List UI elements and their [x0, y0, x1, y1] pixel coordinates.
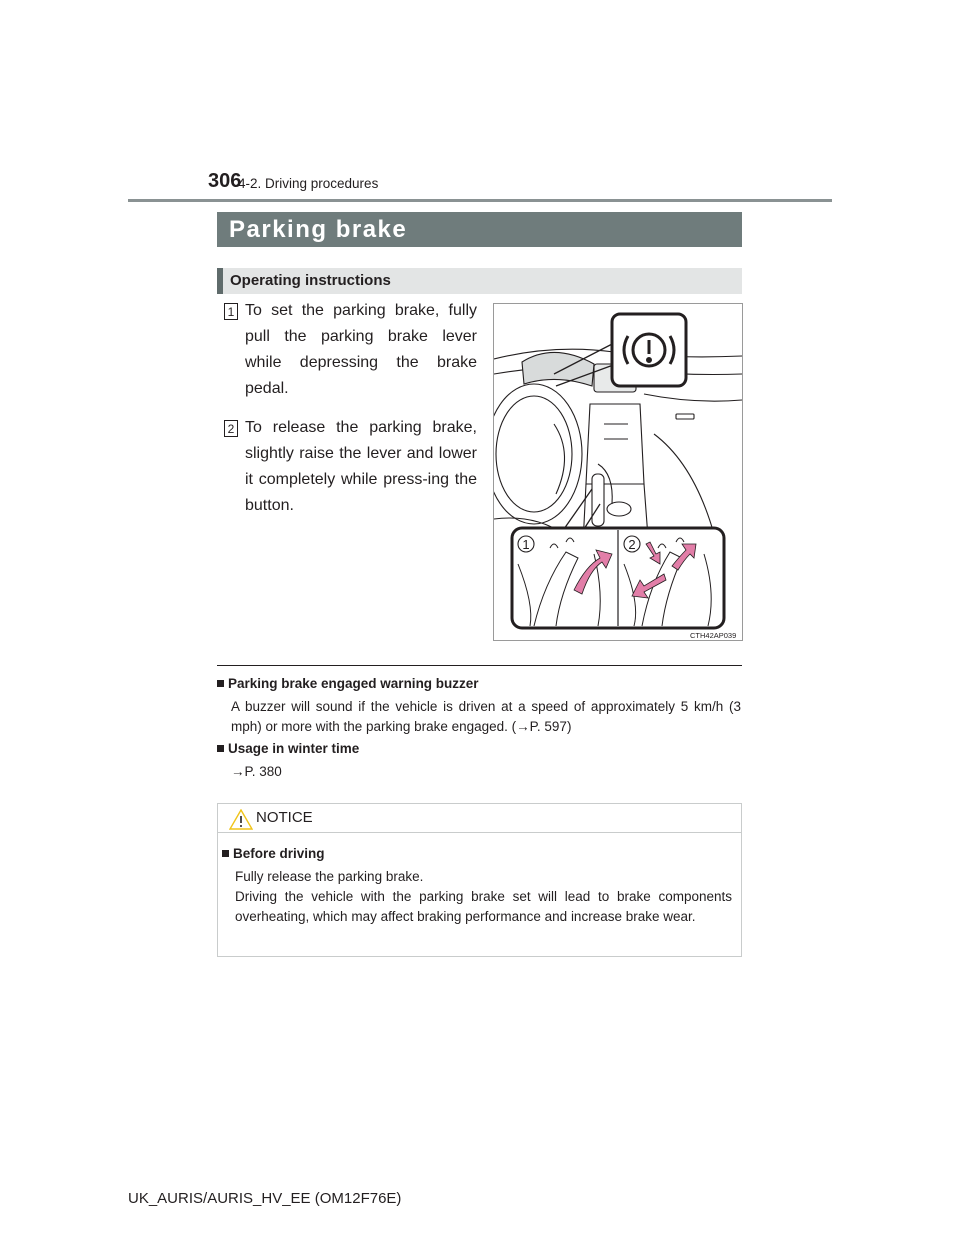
- notice-heading-text: Before driving: [233, 846, 325, 861]
- page-title: Parking brake: [229, 216, 408, 243]
- note-body-winter: →P. 380: [231, 764, 282, 779]
- notice-label: NOTICE: [256, 809, 313, 826]
- subsection-title: Operating instructions: [230, 272, 391, 289]
- subsection-bar: [217, 268, 742, 294]
- title-bar: [217, 212, 742, 247]
- notes-divider: [217, 665, 742, 666]
- figure-callout-2: 2: [628, 537, 636, 552]
- note-heading-winter: [217, 741, 359, 756]
- step-number-2: 2: [224, 420, 238, 437]
- notice-heading: [222, 846, 325, 861]
- note-heading-buzzer-text: Parking brake engaged warning buzzer: [228, 676, 479, 691]
- step-number-1: 1: [224, 303, 238, 320]
- note-heading-winter-text: Usage in winter time: [228, 741, 360, 756]
- page-number: 306: [208, 170, 242, 192]
- notice-line-2: Driving the vehicle with the parking brake set will lead to brake components overheating, which may affect braking performance and increase brake wear.: [235, 889, 732, 924]
- bullet-square-icon: [217, 680, 224, 687]
- footer-model-code: UK_AURIS/AURIS_HV_EE (OM12F76E): [128, 1190, 402, 1207]
- header-rule: [128, 199, 832, 202]
- warning-triangle-icon: [229, 809, 253, 830]
- figure-callout-1: 1: [522, 537, 530, 552]
- figure-code: CTH42AP039: [690, 631, 737, 640]
- note-heading-buzzer: [217, 676, 479, 691]
- dashboard-illustration-svg: [494, 304, 742, 640]
- bullet-square-icon: [222, 850, 229, 857]
- bullet-square-icon: [217, 745, 224, 752]
- parking-brake-illustration: [493, 303, 743, 641]
- notice-header-rule: [218, 832, 741, 833]
- subsection-accent: [217, 268, 223, 294]
- note-body-buzzer: A buzzer will sound if the vehicle is driven at a speed of approximately 5 km/h (3 mph) or more with the parking brake engaged. (→P. 597): [231, 699, 741, 734]
- section-title: 4-2. Driving procedures: [238, 176, 379, 191]
- step-text-2: To release the parking brake, slightly raise the lever and lower it completely while press-ing the button.: [245, 419, 477, 514]
- notice-line-1: Fully release the parking brake.: [235, 869, 424, 884]
- step-text-1: To set the parking brake, fully pull the parking brake lever while depressing the brake pedal.: [245, 302, 477, 397]
